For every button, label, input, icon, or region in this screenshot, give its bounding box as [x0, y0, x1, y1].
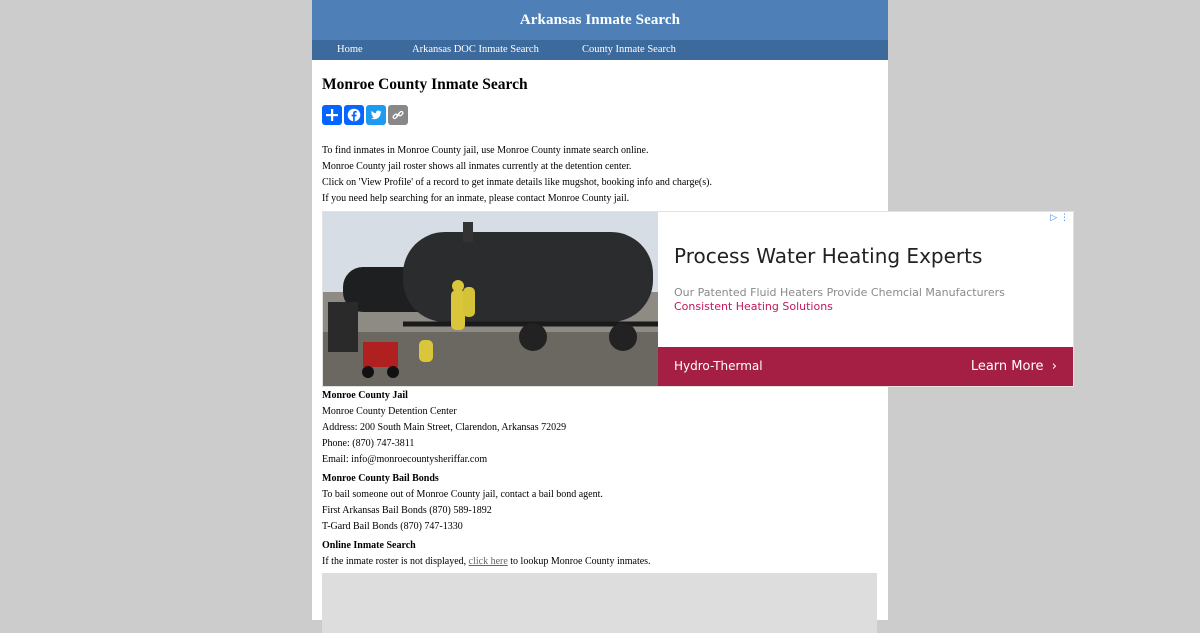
inmate-roster-frame[interactable]	[322, 573, 877, 633]
learn-more-button[interactable]	[971, 347, 1057, 386]
bail-bonds-section	[322, 471, 603, 535]
advertisement[interactable]	[322, 211, 1074, 387]
intro-line: If you need help searching for an inmate, please contact Monroe County jail.	[322, 193, 630, 204]
ad-choices-icon[interactable]: ▷ ⋮	[1050, 213, 1069, 223]
ad-tank-car-image[interactable]	[323, 212, 658, 386]
jail-section-title: Monroe County Jail	[322, 390, 408, 401]
nav-arkansas-doc-inmate-search[interactable]: Arkansas DOC Inmate Search	[412, 44, 539, 55]
facebook-icon[interactable]	[344, 105, 364, 125]
bail-agent: T-Gard Bail Bonds (870) 747-1330	[322, 521, 463, 532]
jail-email: Email: info@monroecountysheriffar.com	[322, 454, 488, 465]
nav-county-inmate-search[interactable]: County Inmate Search	[582, 44, 676, 55]
chevron-right-icon: ›	[1051, 359, 1057, 374]
copy-link-icon[interactable]	[388, 105, 408, 125]
online-section-title: Online Inmate Search	[322, 540, 416, 551]
intro-text	[322, 143, 712, 207]
twitter-icon[interactable]	[366, 105, 386, 125]
site-header	[312, 0, 888, 40]
ad-brand: Hydro-Thermal	[674, 359, 763, 373]
bail-intro: To bail someone out of Monroe County jail, contact a bail bond agent.	[322, 489, 603, 500]
learn-more-label: Learn More	[970, 359, 1044, 374]
main-nav	[312, 40, 888, 60]
share-buttons	[322, 105, 408, 125]
share-plus-icon[interactable]	[322, 105, 342, 125]
ad-cta-bar[interactable]	[658, 347, 1073, 386]
jail-address: Address: 200 South Main Street, Clarendon, Arkansas 72029	[322, 422, 567, 433]
site-title[interactable]: Arkansas Inmate Search	[519, 12, 681, 28]
intro-line: Monroe County jail roster shows all inmates currently at the detention center.	[322, 161, 632, 172]
jail-name: Monroe County Detention Center	[322, 406, 457, 417]
ad-body[interactable]	[674, 286, 1054, 314]
click-here-link[interactable]: click here	[468, 556, 508, 567]
nav-home[interactable]: Home	[337, 44, 363, 55]
online-search-text	[322, 554, 651, 570]
bail-section-title: Monroe County Bail Bonds	[322, 473, 439, 484]
ad-headline[interactable]: Process Water Heating Experts	[674, 244, 983, 268]
online-text-before: If the inmate roster is not displayed,	[322, 556, 469, 567]
intro-line: Click on 'View Profile' of a record to get inmate details like mugshot, booking info and charge(s).	[322, 177, 712, 188]
intro-line: To find inmates in Monroe County jail, use Monroe County inmate search online.	[322, 145, 649, 156]
ad-body-highlight: Consistent Heating Solutions	[674, 300, 833, 313]
bail-agent: First Arkansas Bail Bonds (870) 589-1892	[322, 505, 492, 516]
online-search-section	[322, 538, 651, 570]
jail-info-section	[322, 388, 566, 468]
online-text-after: to lookup Monroe County inmates.	[507, 556, 651, 567]
page-title: Monroe County Inmate Search	[322, 76, 528, 93]
jail-phone: Phone: (870) 747-3811	[322, 438, 415, 449]
ad-body-text: Our Patented Fluid Heaters Provide Chemcial Manufacturers	[674, 286, 1005, 299]
